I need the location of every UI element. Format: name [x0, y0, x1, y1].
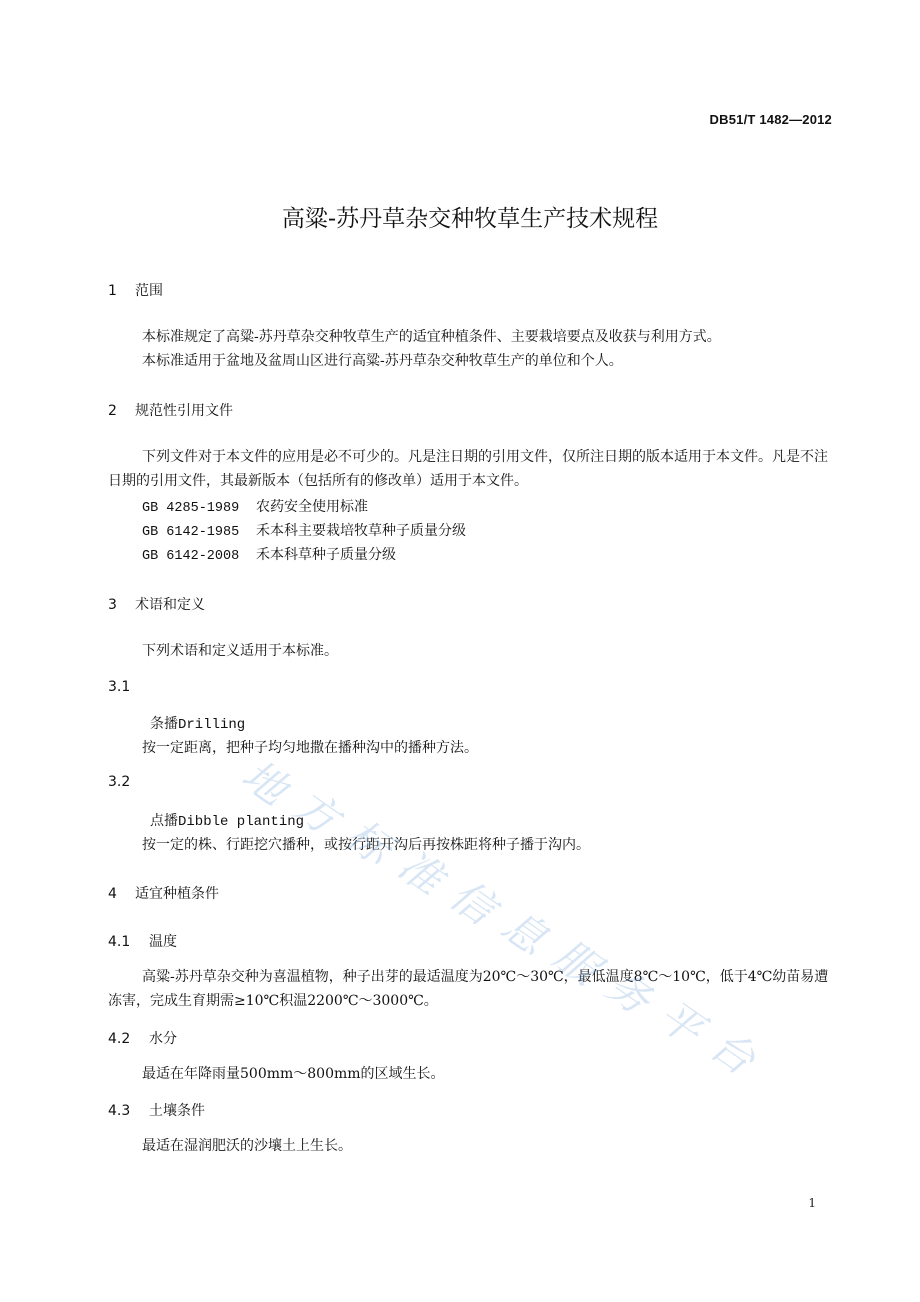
section-number: 4.3 — [108, 1103, 131, 1119]
reference-code: GB 4285-1989 — [142, 501, 240, 516]
term-chinese: 条播 — [150, 716, 178, 732]
section-number: 1 — [108, 283, 117, 299]
section-1-paragraph-2: 本标准适用于盆地及盆周山区进行高粱-苏丹草杂交种牧草生产的单位和个人。 — [142, 353, 623, 369]
section-4-2-paragraph: 最适在年降雨量500mm～800mm的区域生长。 — [142, 1066, 445, 1082]
term-3-2-definition: 按一定的株、行距挖穴播种，或按行距开沟后再按株距将种子播于沟内。 — [142, 837, 590, 853]
section-1-heading — [108, 280, 163, 300]
section-number: 4.2 — [108, 1031, 131, 1047]
watermark-char: 标 — [337, 809, 400, 875]
watermark-char: 平 — [649, 989, 712, 1055]
term-chinese: 点播 — [150, 813, 178, 829]
section-3-paragraph: 下列术语和定义适用于本标准。 — [142, 643, 338, 659]
watermark-char: 息 — [493, 899, 556, 965]
reference-item — [142, 496, 368, 516]
section-number: 4 — [108, 886, 117, 902]
section-4-1-heading — [108, 931, 177, 951]
section-title: 范围 — [135, 283, 163, 299]
watermark — [225, 740, 785, 1100]
section-number: 4.1 — [108, 934, 131, 950]
section-title: 规范性引用文件 — [135, 403, 233, 419]
section-title: 适宜种植条件 — [135, 886, 219, 902]
term-english: Dibble planting — [178, 814, 305, 830]
standard-code: DB51/T 1482—2012 — [709, 112, 832, 127]
reference-title: 农药安全使用标准 — [256, 499, 368, 515]
term-3-1-number: 3.1 — [108, 679, 131, 695]
watermark-char: 务 — [597, 959, 660, 1025]
watermark-char: 服 — [545, 929, 608, 995]
watermark-char: 方 — [285, 779, 348, 845]
reference-title: 禾本科主要栽培牧草种子质量分级 — [256, 523, 466, 539]
term-3-1 — [150, 713, 245, 733]
section-3-heading — [108, 594, 205, 614]
reference-item — [142, 544, 396, 564]
section-4-3-heading — [108, 1100, 205, 1120]
section-title: 术语和定义 — [135, 597, 205, 613]
reference-code: GB 6142-2008 — [142, 549, 240, 564]
reference-title: 禾本科草种子质量分级 — [256, 547, 396, 563]
section-number: 2 — [108, 403, 117, 419]
section-4-1-paragraph: 高粱-苏丹草杂交种为喜温植物，种子出芽的最适温度为20℃～30℃，最低温度8℃～10℃，低于4℃幼苗易遭冻害，完成生育期需≥10℃积温2200℃～3000℃。 — [108, 969, 829, 1009]
section-4-2-heading — [108, 1028, 177, 1048]
section-title: 土壤条件 — [149, 1103, 205, 1119]
section-title: 水分 — [149, 1031, 177, 1047]
watermark-char: 准 — [389, 839, 452, 905]
reference-item — [142, 520, 466, 540]
reference-code: GB 6142-1985 — [142, 525, 240, 540]
page-number: 1 — [808, 1196, 816, 1210]
section-4-3-paragraph: 最适在湿润肥沃的沙壤土上生长。 — [142, 1138, 352, 1154]
section-number: 3 — [108, 597, 117, 613]
section-4-heading — [108, 883, 219, 903]
section-title: 温度 — [149, 934, 177, 950]
section-2-paragraph: 下列文件对于本文件的应用是必不可少的。凡是注日期的引用文件，仅所注日期的版本适用于本文件。凡是不注日期的引用文件，其最新版本（包括所有的修改单）适用于本文件。 — [108, 449, 828, 489]
document-title: 高粱-苏丹草杂交种牧草生产技术规程 — [281, 206, 659, 232]
term-3-1-definition: 按一定距离，把种子均匀地撒在播种沟中的播种方法。 — [142, 740, 478, 756]
term-3-2 — [150, 810, 304, 830]
watermark-char: 信 — [441, 869, 504, 935]
section-2-heading — [108, 400, 233, 420]
term-3-2-number: 3.2 — [108, 774, 131, 790]
term-english: Drilling — [178, 717, 246, 733]
section-1-paragraph-1: 本标准规定了高粱-苏丹草杂交种牧草生产的适宜种植条件、主要栽培要点及收获与利用方式。 — [142, 329, 721, 345]
watermark-char: 地 — [233, 749, 296, 815]
watermark-char: 台 — [701, 1019, 764, 1085]
